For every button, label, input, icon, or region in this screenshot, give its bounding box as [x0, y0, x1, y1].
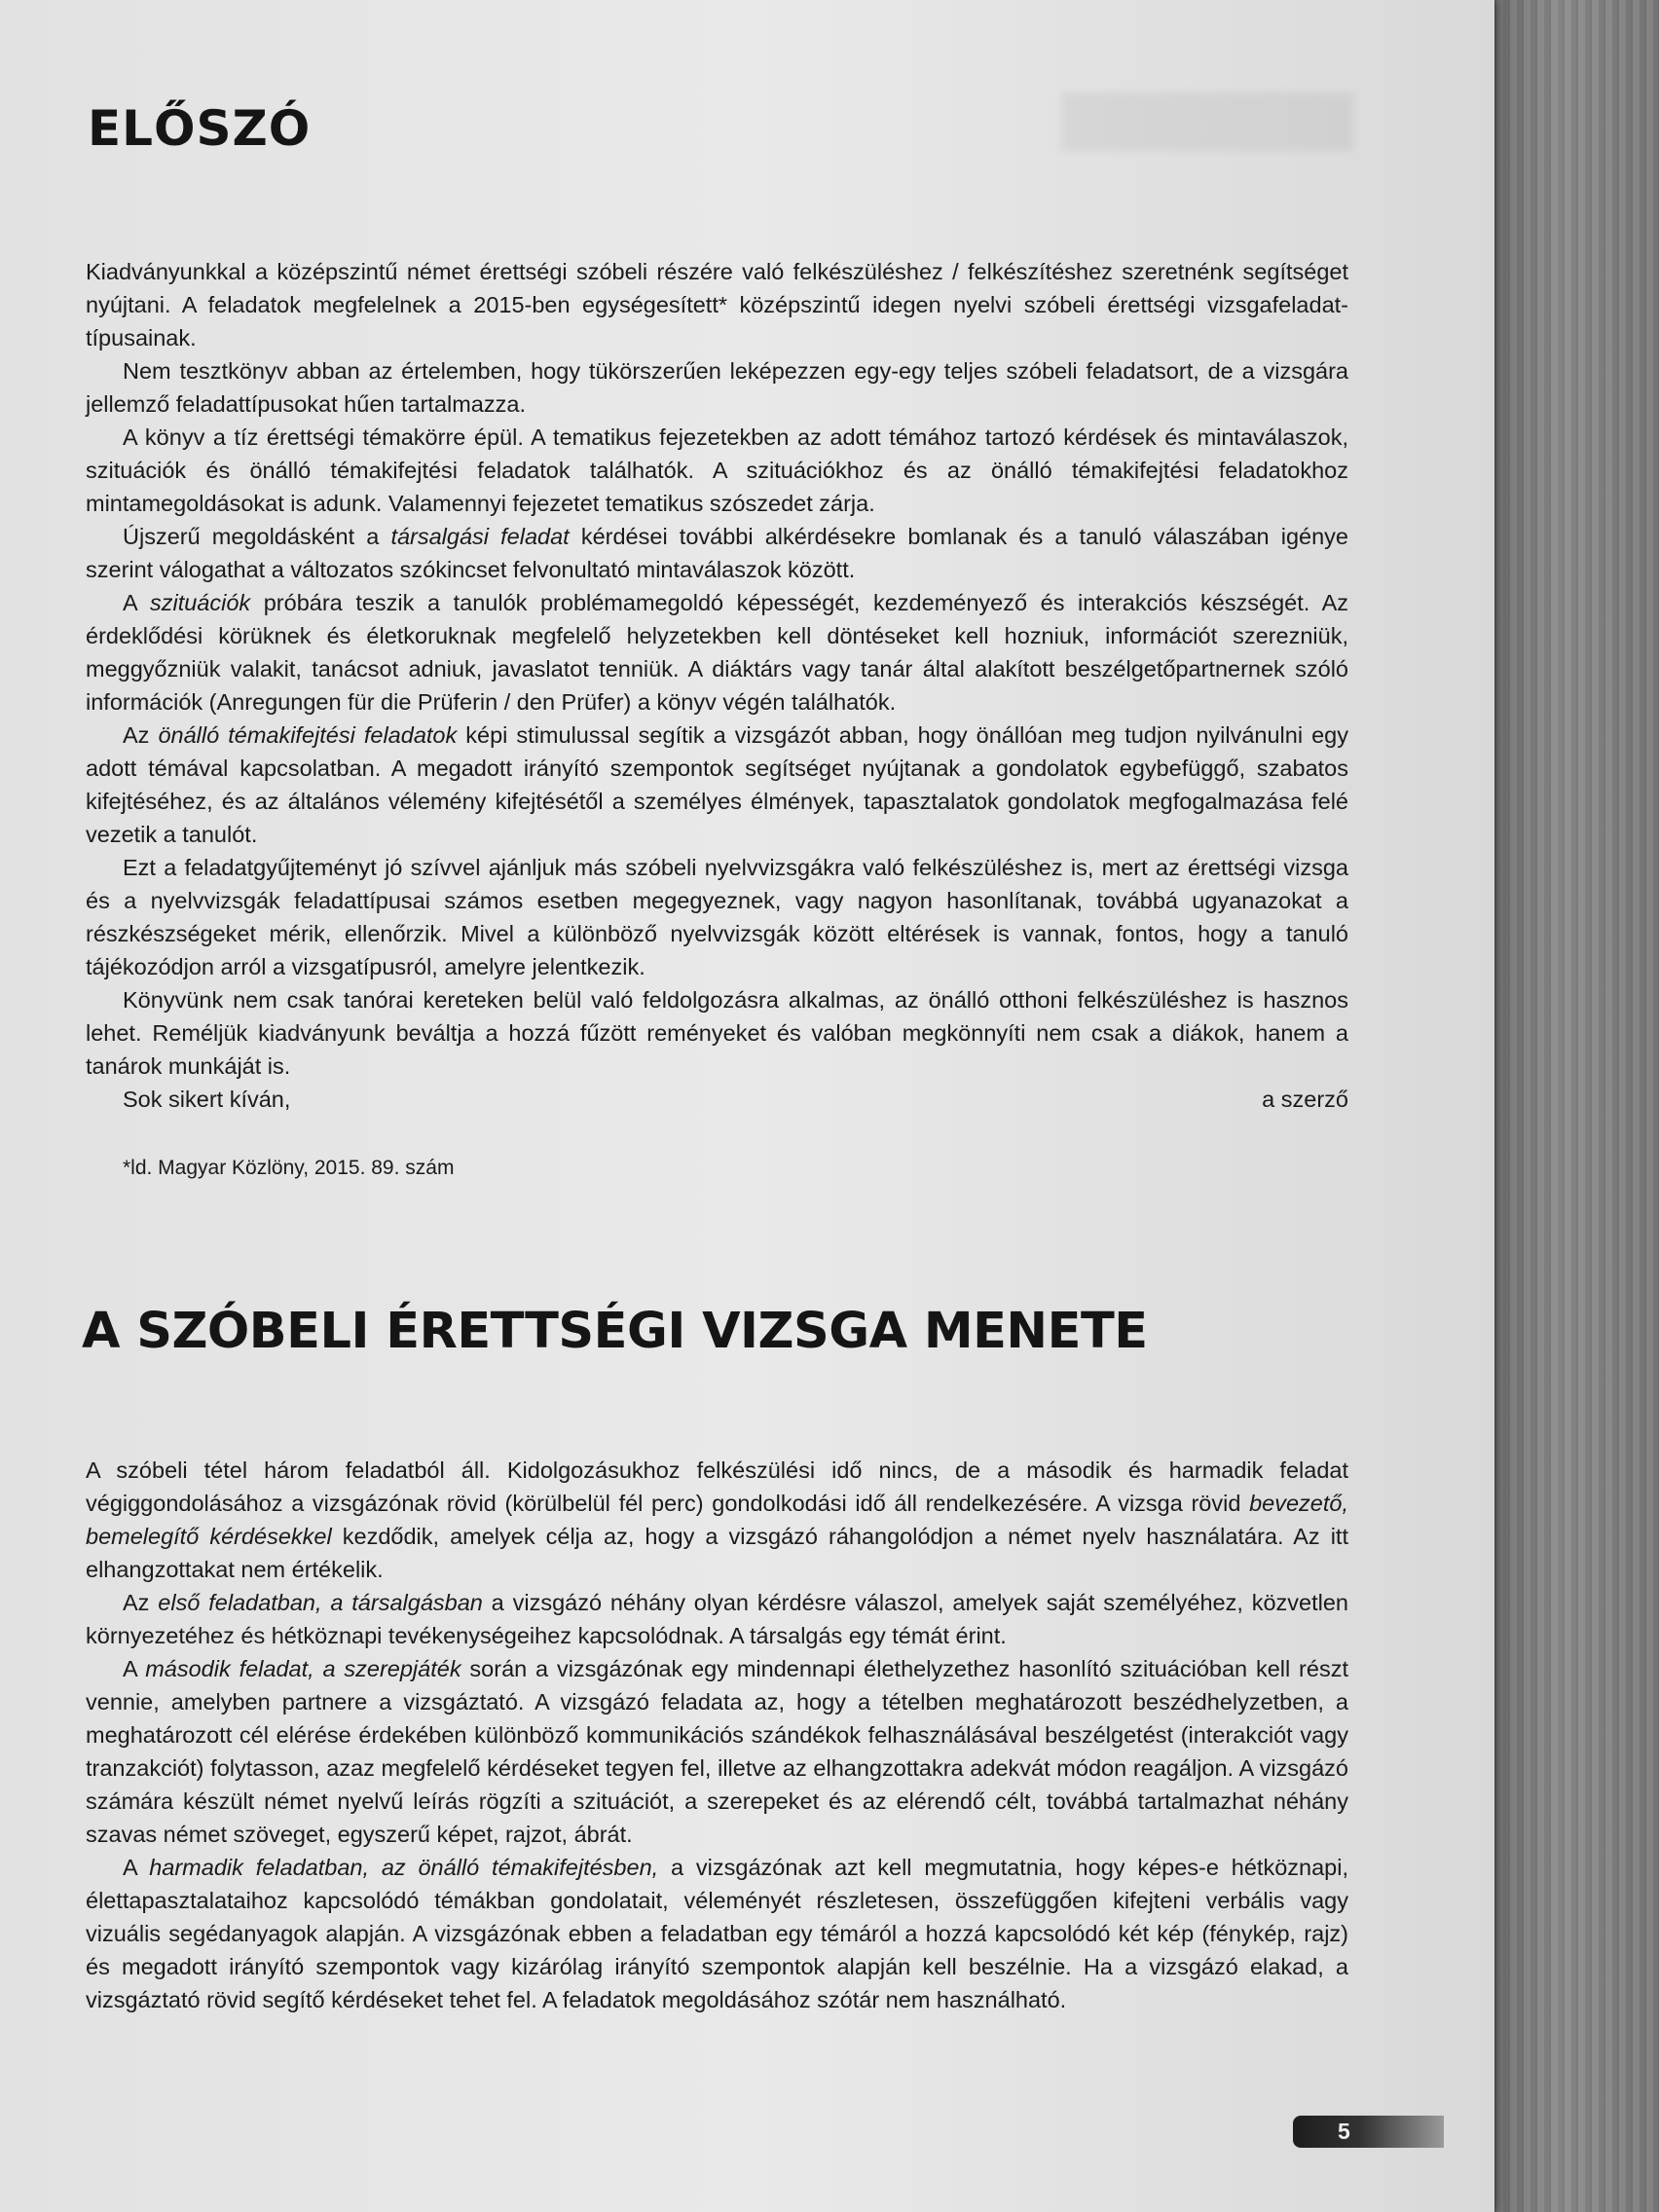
exam-body [86, 1454, 1348, 2016]
paragraph [86, 851, 1348, 983]
paragraph [86, 719, 1348, 851]
italic-term: szituációk [149, 590, 251, 615]
page-number: 5 [1338, 2119, 1350, 2144]
paragraph [86, 1586, 1348, 1652]
page-number-tab [1293, 2116, 1444, 2148]
text-run: kérdései további alkérdésekre bomlanak és a tanuló válaszában igénye szerint válogathat a változatos szókincset felvonultató mintaválaszok között. [86, 524, 1348, 582]
text-run: kezdődik, amelyek célja az, hogy a vizsgázó ráhangolódjon a német nyelv használatára. Az itt elhangzottakat nem értékelik. [86, 1524, 1348, 1582]
foreword-body [86, 255, 1348, 1116]
exam-process-title: A SZÓBELI ÉRETTSÉGI VIZSGA MENETE [82, 1303, 1148, 1360]
italic-term: önálló témakifejtési feladatok [158, 722, 458, 748]
wooden-surface [1494, 0, 1659, 2212]
foreword-title: ELŐSZÓ [88, 100, 312, 157]
text-run: A könyv a tíz érettségi témakörre épül. A tematikus fejezetekben az adott témához tartozó kérdések és mintaválaszok, szituációk és önálló témakifejtési feladatok találhatók. A szituációkhoz és az önálló témakifejtési feladatokhoz mintamegoldásokat is adunk. Valamennyi fejezetet tematikus szószedet zárja. [86, 424, 1348, 516]
italic-term: társalgási feladat [390, 524, 570, 549]
signoff-line [86, 1083, 1348, 1116]
paragraph [86, 983, 1348, 1083]
text-run: Ezt a feladatgyűjteményt jó szívvel ajánljuk más szóbeli nyelvvizsgákra való felkészüléshez is, mert az érettségi vizsga és a nyelvvizsgák feladattípusai számos esetben megegyeznek, vagy nagyon hasonlítanak, továbbá ugyanazokat a részkészségeket mérik, ellenőrzik. Mivel a különböző nyelvvizsgák között eltérések is vannak, fontos, hogy a tanuló tájékozódjon arról a vizsgatípusról, amelyre jelentkezik. [86, 855, 1348, 979]
text-run: során a vizsgázónak egy mindennapi élethelyzethez hasonlító szituációban kell részt vennie, amelyben partnere a vizsgáztató. A vizsgázó feladata az, hogy a tételben meghatározott beszédhelyzetben, a meghatározott cél elérése érdekében különböző kommunikációs szándékok felhasználásával beszélgetést (interakciót vagy tranzakciót) folytasson, azaz megfelelő kérdéseket tegyen fel, illetve az elhangzottakra adekvát módon reagáljon. A vizsgázó számára készült német nyelvű leírás rögzíti a szituációt, a szerepeket és az elérendő célt, továbbá tartalmazhat néhány szavas német szöveget, egyszerű képet, rajzot, ábrát. [86, 1656, 1348, 1847]
text-run: a vizsgázónak azt kell megmutatnia, hogy képes-e hétköznapi, élettapasztalataihoz kapcsolódó témákban gondolatait, véleményét részletesen, összefüggően kifejteni verbális vagy vizuális segédanyagok alapján. A vizsgázónak ebben a feladatban egy témáról a hozzá kapcsolódó két kép (fénykép, rajz) és megadott irányító szempontok vagy kizárólag irányító szempontok alapján kell beszélnie. Ha a vizsgázó elakad, a vizsgáztató rövid segítő kérdéseket tehet fel. A feladatok megoldásához szótár nem használható. [86, 1855, 1348, 2012]
text-run: Az [123, 1590, 159, 1615]
text-run: próbára teszik a tanulók problémamegoldó képességét, kezdeményező és interakciós készségét. Az érdeklődési körüknek és életkoruknak megfelelő helyzetekben kell döntéseket kell hozniuk, információt szerezniük, meggyőzniük valakit, tanácsot adniuk, javaslatot tenniük. A diáktárs vagy tanár által alakított beszélgetőpartnernek szóló információk (Anregungen für die Prüferin / den Prüfer) a könyv végén találhatók. [86, 590, 1348, 715]
paragraph [86, 421, 1348, 520]
text-run: a vizsgázó néhány olyan kérdésre válaszol, amelyek saját személyéhez, közvetlen környezetéhez és hétköznapi tevékenységeihez kapcsolódnak. A társalgás egy témát érint. [86, 1590, 1348, 1648]
text-run: Az [123, 722, 159, 748]
paragraph [86, 520, 1348, 586]
closing-text: Sok sikert kíván, [123, 1087, 291, 1112]
text-run: A [123, 1656, 146, 1681]
text-run: A szóbeli tétel három feladatból áll. Kidolgozásukhoz felkészülési idő nincs, de a második és harmadik feladat végiggondolásához a vizsgázónak rövid (körülbelül fél perc) gondolkodási idő áll rendelkezésére. A vizsga rövid [86, 1457, 1348, 1516]
paragraph [86, 354, 1348, 421]
exam-paragraphs [86, 1454, 1348, 2016]
show-through-artifact [1061, 92, 1353, 151]
text-run: képi stimulussal segítik a vizsgázót abban, hogy önállóan meg tudjon nyilvánulni egy adott témával kapcsolatban. A megadott irányító szempontok segítséget nyújtanak a gondolatok egybefüggő, szabatos kifejtéséhez, és az általános vélemény kifejtésétől a személyes élmények, tapasztalatok gondolatok megfogalmazása felé vezetik a tanulót. [86, 722, 1348, 847]
author-signature: a szerző [1262, 1087, 1348, 1112]
italic-term: második feladat, a szerepjáték [145, 1656, 461, 1681]
text-run: Nem tesztkönyv abban az értelemben, hogy tükörszerűen leképezzen egy-egy teljes szóbeli feladatsort, de a vizsgára jellemző feladattípusokat hűen tartalmazza. [86, 358, 1348, 417]
paragraph [86, 586, 1348, 719]
footnote: *ld. Magyar Közlöny, 2015. 89. szám [123, 1157, 455, 1179]
italic-term: harmadik feladatban, az önálló témakifejtésben, [149, 1855, 659, 1880]
text-run: Újszerű megoldásként a [123, 524, 391, 549]
text-run: A [123, 1855, 150, 1880]
paragraph [86, 255, 1348, 354]
paragraph [86, 1652, 1348, 1851]
italic-term: első feladatban, a társalgásban [158, 1590, 483, 1615]
paragraph [86, 1851, 1348, 2016]
text-run: Kiadványunkkal a középszintű német érettségi szóbeli részére való felkészüléshez / felkészítéshez szeretnénk segítséget nyújtani. A feladatok megfelelnek a 2015-ben egységesített* középszintű idegen nyelvi szóbeli érettségi vizsgafeladat-típusainak. [86, 259, 1348, 350]
text-run: A [123, 590, 150, 615]
foreword-paragraphs [86, 255, 1348, 1083]
italic-term: bevezető, bemelegítő kérdésekkel [86, 1491, 1348, 1549]
text-run: Könyvünk nem csak tanórai kereteken belül való feldolgozásra alkalmas, az önálló otthoni felkészüléshez is hasznos lehet. Reméljük kiadványunk beváltja a hozzá fűzött reményeket és valóban megkönnyíti nem csak a diákok, hanem a tanárok munkáját is. [86, 987, 1348, 1079]
paragraph [86, 1454, 1348, 1586]
